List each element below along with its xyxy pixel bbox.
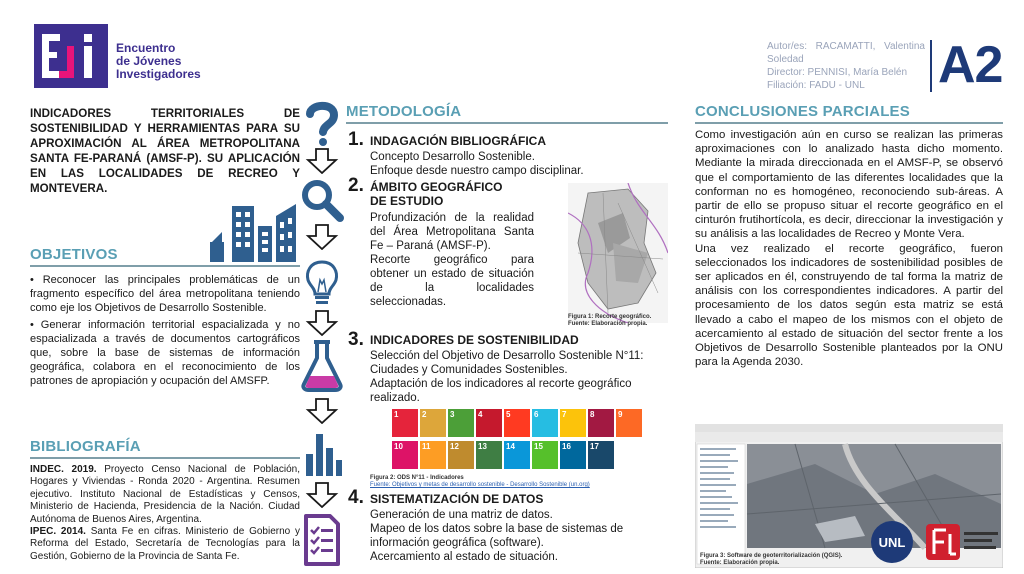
unl-logo	[870, 520, 914, 564]
step-2-body: Profundización de la realidad del Área Metropolitana Santa Fe – Paraná (AMSF-P). Recorte geográfico para obtener un estado de situación de la localidades seleccionadas.	[370, 212, 534, 308]
sdg-tile-9: 9	[616, 409, 642, 437]
logo-line-3: Investigadores	[116, 67, 201, 81]
figure-2-caption	[370, 475, 668, 489]
sdg-tile-4: 4	[476, 409, 502, 437]
arrow-down-icon	[300, 482, 344, 508]
sdg-tile-14: 14	[504, 441, 530, 469]
sdg-tile-6: 6	[532, 409, 558, 437]
objetivos-heading: OBJETIVOS	[30, 246, 118, 263]
metodologia-section	[346, 103, 668, 563]
unl-logo-text: UNL	[878, 535, 906, 550]
step-1-number: 1.	[348, 129, 364, 150]
buildings-icon	[210, 202, 298, 262]
sdg-tile-17: 17	[588, 441, 614, 469]
step-2-title: ÁMBITO GEOGRÁFICO DE ESTUDIO	[370, 180, 503, 208]
sdg-tile-12: 12	[448, 441, 474, 469]
poster-code: A2	[938, 36, 1003, 94]
bib-ref1-author: INDEC. 2019.	[30, 464, 97, 475]
logo-line-2: de Jóvenes	[116, 54, 182, 68]
flask-icon	[300, 340, 344, 392]
author-info	[767, 40, 925, 92]
eji-logo-text	[116, 42, 201, 81]
figure-2-sdg-grid	[392, 409, 646, 473]
sdg-tile-16: 16	[560, 441, 586, 469]
director-line: Director: PENNISI, María Belén	[767, 67, 908, 78]
objetivo-item: • Generar información territorial espacializada y no espacializada a través de documentos cartográficos que, sobre la base de sistemas de información geográfica, colabora en el reconocimiento de los patrones de apropiación y ocupación del AMSFP.	[30, 319, 300, 387]
sdg-tile-5: 5	[504, 409, 530, 437]
sdg-tile-15: 15	[532, 441, 558, 469]
conclusiones-paragraph-2: Una vez realizado el recorte geográfico, fueron seleccionados los indicadores de sostenibilidad posibles de ser aplicados en él, construyendo de tal forma la matriz de análisis con los correspondientes indicadores. A partir del procesamiento de los datos según esta matriz se está llevado a cabo el mapeo de los mismos con el objeto de acercamiento al estado de situación del sector frente a los Objetivos de Desarrollo Sostenible planteados por la ONU para la Agenda 2030.	[695, 242, 1003, 369]
bib-reference	[30, 526, 300, 563]
metodologia-heading: METODOLOGÍA	[346, 103, 462, 120]
sdg-tile-1: 1	[392, 409, 418, 437]
eji-logo-mark	[34, 24, 108, 88]
figure-1-map	[568, 183, 668, 323]
code-divider	[930, 40, 932, 92]
lightbulb-icon	[300, 258, 344, 308]
arrow-down-icon	[300, 398, 344, 424]
step-4-body: Generación de una matriz de datos. Mapeo de los datos sobre la base de sistemas de información geográfica (software). Acercamiento al estado de situación.	[370, 509, 624, 563]
bibliografia-section	[30, 438, 300, 563]
objetivos-section	[30, 246, 300, 388]
conclusiones-section	[695, 103, 1003, 369]
logo-line-1: Encuentro	[116, 41, 176, 55]
sdg-tile-13: 13	[476, 441, 502, 469]
eji-logo	[34, 24, 234, 88]
figure-2-caption-title: Figura 2: ODS N°11 - Indicadores	[370, 475, 464, 481]
arrow-down-icon	[300, 310, 344, 336]
step-3-body: Selección del Objetivo de Desarrollo Sostenible N°11: Ciudades y Comunidades Sostenibles. Adaptación de los indicadores al recorte geográfico realizado.	[370, 350, 644, 404]
objetivos-rule	[30, 265, 300, 267]
metodologia-rule	[346, 122, 668, 124]
fadu-logo	[924, 520, 1014, 564]
sdg-tile-11: 11	[420, 441, 446, 469]
document-checklist-icon	[300, 512, 344, 568]
bib-reference	[30, 464, 300, 526]
author-line: Autor/es: RACAMATTI, Valentina Soledad	[767, 41, 925, 65]
step-1-title: INDAGACIÓN BIBLIOGRÁFICA	[370, 134, 546, 148]
magnifier-icon	[300, 178, 344, 222]
conclusiones-heading: CONCLUSIONES PARCIALES	[695, 103, 910, 120]
figure-1-caption: Figura 1: Recorte geográfico. Fuente: Elaboración propia.	[568, 314, 652, 327]
bibliografia-rule	[30, 457, 300, 459]
objetivo-item: • Reconocer las principales problemáticas de un fragmento específico del área metropolitana teniendo como eje los Objetivos de Desarrollo Sostenible.	[30, 274, 300, 314]
bib-ref1-text: Proyecto Censo Nacional de Población, Hogares y Viviendas - Ronda 2020 - Argentina. Resumen ejecutivo. Instituto Nacional de Estadísticas y Censos, Ministerio de Hacienda, Presidencia de la Nación. Ciudad Autónoma de Buenos Aires, Argentina.	[30, 464, 300, 525]
step-2-number: 2.	[348, 175, 364, 196]
bib-ref2-text: Santa Fe en cifras. Ministerio de Gobierno y Reforma del Estado, Secretaría de Tecnologías para la Gestión, Gobierno de la Provincia de Santa Fe.	[30, 526, 301, 562]
sdg-tile-7: 7	[560, 409, 586, 437]
arrow-down-icon	[300, 224, 344, 250]
conclusiones-rule	[695, 122, 1003, 124]
step-3-title: INDICADORES DE SOSTENIBILIDAD	[370, 333, 579, 347]
figure-2-source-link[interactable]: Fuente: Objetivos y metas de desarrollo sostenible - Desarrollo Sostenible (un.org)	[370, 482, 590, 488]
bib-ref2-author: IPEC. 2014.	[30, 526, 86, 538]
sdg-tile-2: 2	[420, 409, 446, 437]
sdg-tile-3: 3	[448, 409, 474, 437]
filiacion-line: Filiación: FADU - UNL	[767, 80, 865, 91]
arrow-down-icon	[300, 148, 344, 174]
step-4-number: 4.	[348, 487, 364, 508]
question-icon	[300, 100, 344, 146]
step-1-body: Concepto Desarrollo Sostenible. Enfoque desde nuestro campo disciplinar.	[370, 151, 584, 177]
sdg-tile-8: 8	[588, 409, 614, 437]
bibliografia-heading: BIBLIOGRAFÍA	[30, 438, 141, 455]
sdg-tile-10: 10	[392, 441, 418, 469]
step-4-title: SISTEMATIZACIÓN DE DATOS	[370, 492, 544, 506]
left-column	[30, 106, 301, 562]
figure-3-caption: Figura 3: Software de geoterritorialización (QGIS). Fuente: Elaboración propia.	[700, 553, 843, 566]
paper-title: INDICADORES TERRITORIALES DE SOSTENIBILIDAD Y HERRAMIENTAS PARA SU APROXIMACIÓN AL ÁREA METROPOLITANA SANTA FE-PARANÁ (AMSF-P). SU APLICACIÓN EN LAS LOCALIDADES DE RECREO Y MONTEVERA.	[30, 107, 300, 195]
step-3-number: 3.	[348, 329, 364, 350]
conclusiones-paragraph-1: Como investigación aún en curso se realizan las primeras aproximaciones con lo analizado hasta dicho momento. Mediante la mirada direccionada en el AMSF-P, se observó que el comportamiento de las diferentes localidades que la conforman no es homogéneo, reconociendo sub-áreas. A partir de ello se propuso situar el recorte geográfico en el cinturón frutihortícola, es decir, direccionar la investigación y su análisis a las localidades de Recreo y Monte Vera.	[695, 129, 1003, 241]
bar-chart-icon	[300, 430, 344, 478]
